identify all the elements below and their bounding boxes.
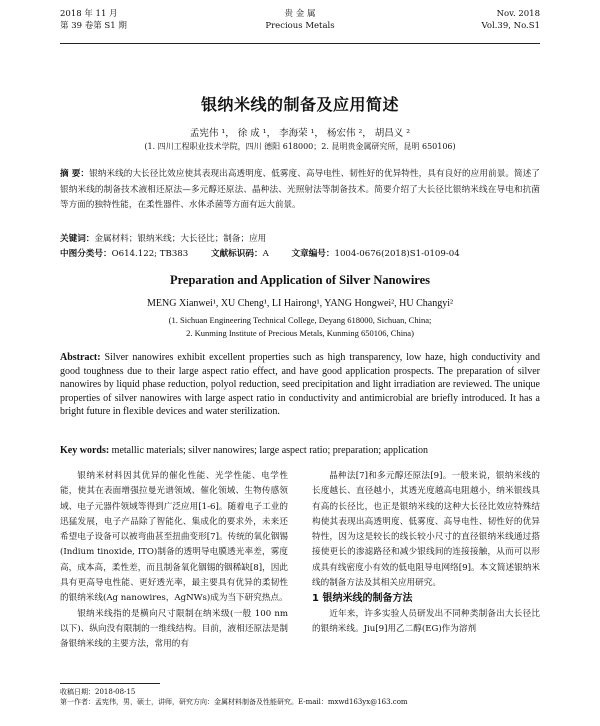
article-number: 1004-0676(2018)S1-0109-04 <box>334 249 460 259</box>
authors-en: MENG Xianwei¹, XU Cheng¹, LI Hairong¹, YANG Hongwei², HU Changyi² <box>147 298 453 309</box>
keywords-en-text: metallic materials; silver nanowires; large aspect ratio; preparation; application <box>109 445 429 456</box>
title-cn: 银纳米线的制备及应用简述 <box>200 95 399 114</box>
keywords-cn-text: 金属材料；银纳米线；大长径比；制备；应用 <box>94 234 267 244</box>
running-header <box>60 8 540 42</box>
section-heading: 1 银纳米线的制备方法 <box>312 593 413 605</box>
affiliations-en <box>0 314 600 340</box>
body-paragraph: 近年来，许多实验人员研发出不同种类制备出大长径比的银纳米线。Jiu[9]用乙二醇(EG)作为溶剂 <box>312 608 540 634</box>
journal-name-cn: 贵 金 属 <box>284 9 316 19</box>
header-volume-en: Vol.39, No.S1 <box>481 21 540 31</box>
abstract-en-label: Abstract: <box>60 352 101 363</box>
header-volume-cn: 第 39 卷第 S1 期 <box>60 21 127 31</box>
abstract-en <box>60 351 540 419</box>
title-en: Preparation and Application of Silver Nanowires <box>169 273 431 287</box>
doc-code: A <box>262 249 269 259</box>
abstract-cn <box>60 167 540 214</box>
body-column-right <box>312 469 540 637</box>
received-date: 收稿日期：2018-08-15 <box>60 688 136 696</box>
footnote-rule <box>60 683 160 684</box>
clc-label: 中图分类号： <box>60 249 112 259</box>
affiliations-cn: (1. 四川工程职业技术学院，四川 德阳 618000；2. 昆明贵金属研究所，昆明 650106) <box>144 142 456 151</box>
article-no-label: 文章编号： <box>291 249 335 259</box>
header-right <box>482 8 540 32</box>
body-paragraph: 银纳米线指的是横向尺寸限制在纳米级(一般 100 nm 以下)、纵向没有限制的一维线结构。目前，液相还原法是制备银纳米线的主要方法，常用的有 <box>60 608 288 650</box>
affiliation-2-en: 2. Kunming Institute of Precious Metals, Kunming 650106, China) <box>186 328 414 338</box>
footnote <box>60 687 540 707</box>
keywords-cn <box>60 232 540 246</box>
abstract-cn-text: 银纳米线的大长径比效应使其表现出高透明度、低雾度、高导电性、韧性好的优异特性，具有良好的应用前景。简述了银纳米线的制备技术液相还原法—多元醇还原法、晶种法、光照射法等制备技术。简要介绍了大长径比银纳米线在导电和抗菌等方面的独特性能，在柔性器件、水体杀菌等方面有远大前景。 <box>60 169 540 210</box>
journal-name-en: Precious Metals <box>265 21 335 31</box>
body-paragraph: 晶种法[7]和多元醇还原法[9]。一般来说，银纳米线的长度越长、直径越小，其透光度越高电阻越小，纳米银线具有高的长径比，也正是银纳米线的这种大长径比效应特殊结构使其表现出高透明度、低雾度、高导电性、韧性好的优异特性，因为这是较长的线长较小尺寸的直径银纳米线通过搭接使更长的渗滤路径和减少银线间的连接接触，从而可以形成具有线密度小有效的低电阻导电网络[9]。本文简述银纳米线的制备方法及其相关应用研究。 <box>312 471 540 589</box>
affiliation-1-en: (1. Sichuan Engineering Technical College, Deyang 618000, Sichuan, China; <box>168 315 432 325</box>
body-column-left <box>60 469 288 653</box>
header-rule <box>60 43 540 44</box>
doc-code-label: 文献标识码： <box>210 249 263 259</box>
keywords-en-label: Key words: <box>60 445 110 456</box>
first-author-info: 第一作者：孟宪伟，男，硕士，讲师，研究方向：金属材料制备及性能研究。E-mail：mxwd163yx@163.com <box>60 698 408 706</box>
abstract-en-text: Silver nanowires exhibit excellent properties such as high transparency, low haze, high conductivity and good toughness due to their large aspect ratio effect, and have good application prospects. The preparation of silver nanowires by liquid phase reduction, polyol reduction, seed precipitation and light irradiation are reviewed. The unique properties of silver nanowires with large aspect ratio in conductivity and antimicrobial are briefly introduced. It has a bright future in flexible devices and water sterilization. <box>60 352 540 418</box>
header-date: 2018 年 11 月 <box>60 9 118 19</box>
body-paragraph: 银纳米材料因其优异的催化性能、光学性能、电学性能，使其在表面增强拉曼光谱领域、催化领域、生物传感领域、电子元器件领域等得到广泛应用[1-6]。随着电子工业的迅猛发展，电子产品除了智能化、集成化的要求外，未来还希望电子设备可以被弯曲甚至扭曲变形[7]。传统的氧化铟锡(Indium tinoxide, ITO)制备的透明导电膜透光率差，雾度高，成本高，柔性差，而且制备氧化铟锡的铟稀缺[8]，因此具有更高导电性能、更好透光率，最主要具有优异的柔韧性的银纳米线(Ag nanowires，AgNWs)成为当下研究热点。 <box>60 471 288 604</box>
abstract-cn-label: 摘 要： <box>60 169 90 179</box>
clc-number: O614.122; TB383 <box>111 249 189 259</box>
header-date-en: Nov. 2018 <box>496 9 540 19</box>
keywords-cn-label: 关键词： <box>60 234 95 244</box>
keywords-en <box>60 444 540 457</box>
classification-line <box>60 247 540 261</box>
header-center <box>60 8 540 32</box>
authors-cn: 孟宪伟 ¹， 徐 成 ¹， 李海荣 ¹， 杨宏伟 ²， 胡昌义 ² <box>189 128 411 139</box>
